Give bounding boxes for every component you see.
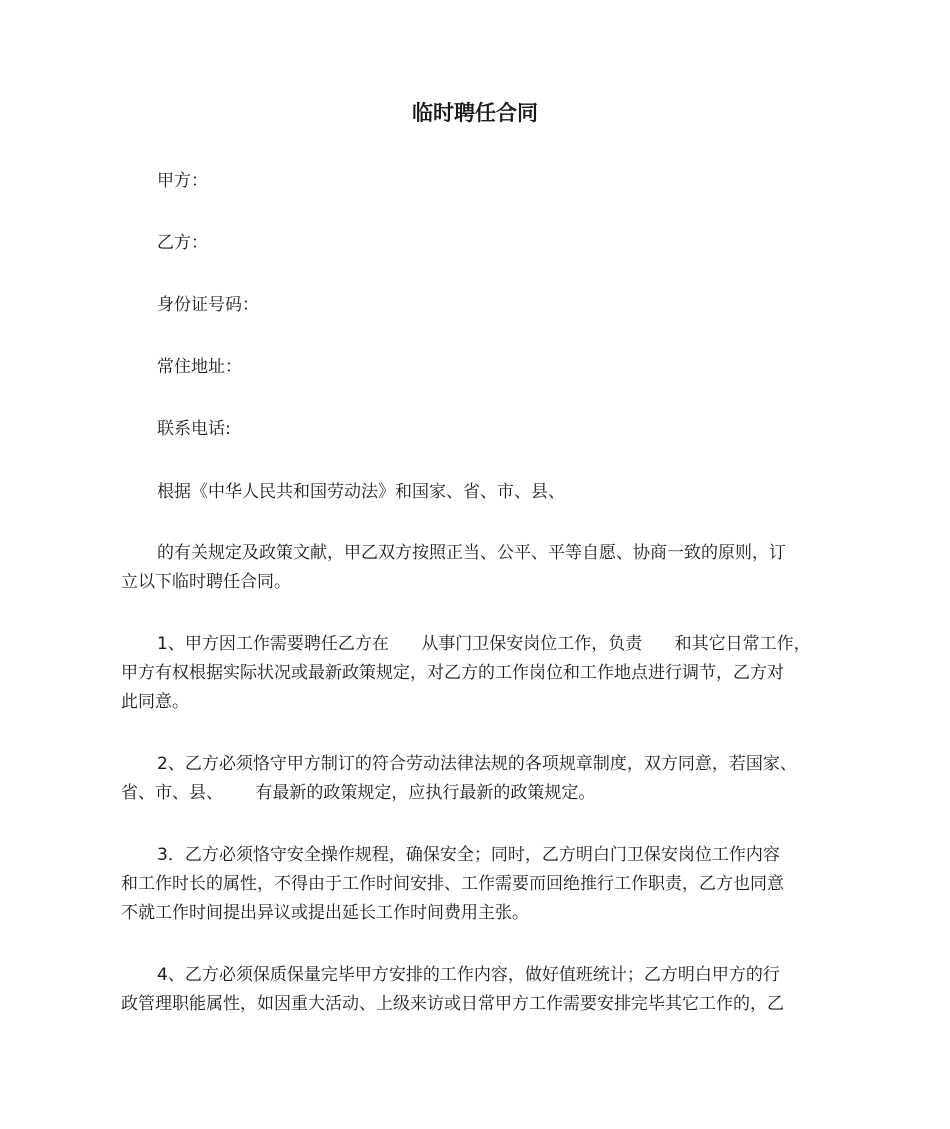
address-field: 常住地址： xyxy=(157,357,242,377)
clause-3-line-2: 和工作时长的属性，不得由于工作时间安排、工作需要而回绝推行工作职责，乙方也同意 xyxy=(121,874,784,894)
intro-line-1: 根据《中华人民共和国劳动法》和国家、省、市、县、 xyxy=(157,482,565,502)
clause-2-line-1: 2、乙方必须恪守甲方制订的符合劳动法律法规的各项规章制度，双方同意，若国家、 xyxy=(157,754,797,774)
party-a-field: 甲方： xyxy=(157,171,208,191)
phone-field: 联系电话: xyxy=(157,419,231,439)
document-title: 临时聘任合同 xyxy=(412,101,538,125)
clause-2-line-2: 省、市、县、 有最新的政策规定，应执行最新的政策规定。 xyxy=(121,783,596,803)
clause-3-line-1: 3．乙方必须恪守安全操作规程，确保安全；同时，乙方明白门卫保安岗位工作内容 xyxy=(157,845,780,865)
clause-1-line-3: 此同意。 xyxy=(121,692,189,712)
intro-line-2b: 立以下临时聘任合同。 xyxy=(121,572,291,592)
clause-1-line-2: 甲方有权根据实际状况或最新政策规定，对乙方的工作岗位和工作地点进行调节，乙方对 xyxy=(121,663,784,683)
id-number-field: 身份证号码： xyxy=(157,295,259,315)
party-b-field: 乙方： xyxy=(157,233,208,253)
clause-1-line-1: 1、甲方因工作需要聘任乙方在 从事门卫保安岗位工作，负责 和其它日常工作， xyxy=(157,634,811,654)
clause-4-line-2: 政管理职能属性，如因重大活动、上级来访或日常甲方工作需要安排完毕其它工作的，乙 xyxy=(121,994,784,1014)
clause-3-line-3: 不就工作时间提出异议或提出延长工作时间费用主张。 xyxy=(121,903,529,923)
intro-line-2a: 的有关规定及政策文献，甲乙双方按照正当、公平、平等自愿、协商一致的原则，订 xyxy=(157,543,786,563)
clause-4-line-1: 4、乙方必须保质保量完毕甲方安排的工作内容，做好值班统计；乙方明白甲方的行 xyxy=(157,965,780,985)
